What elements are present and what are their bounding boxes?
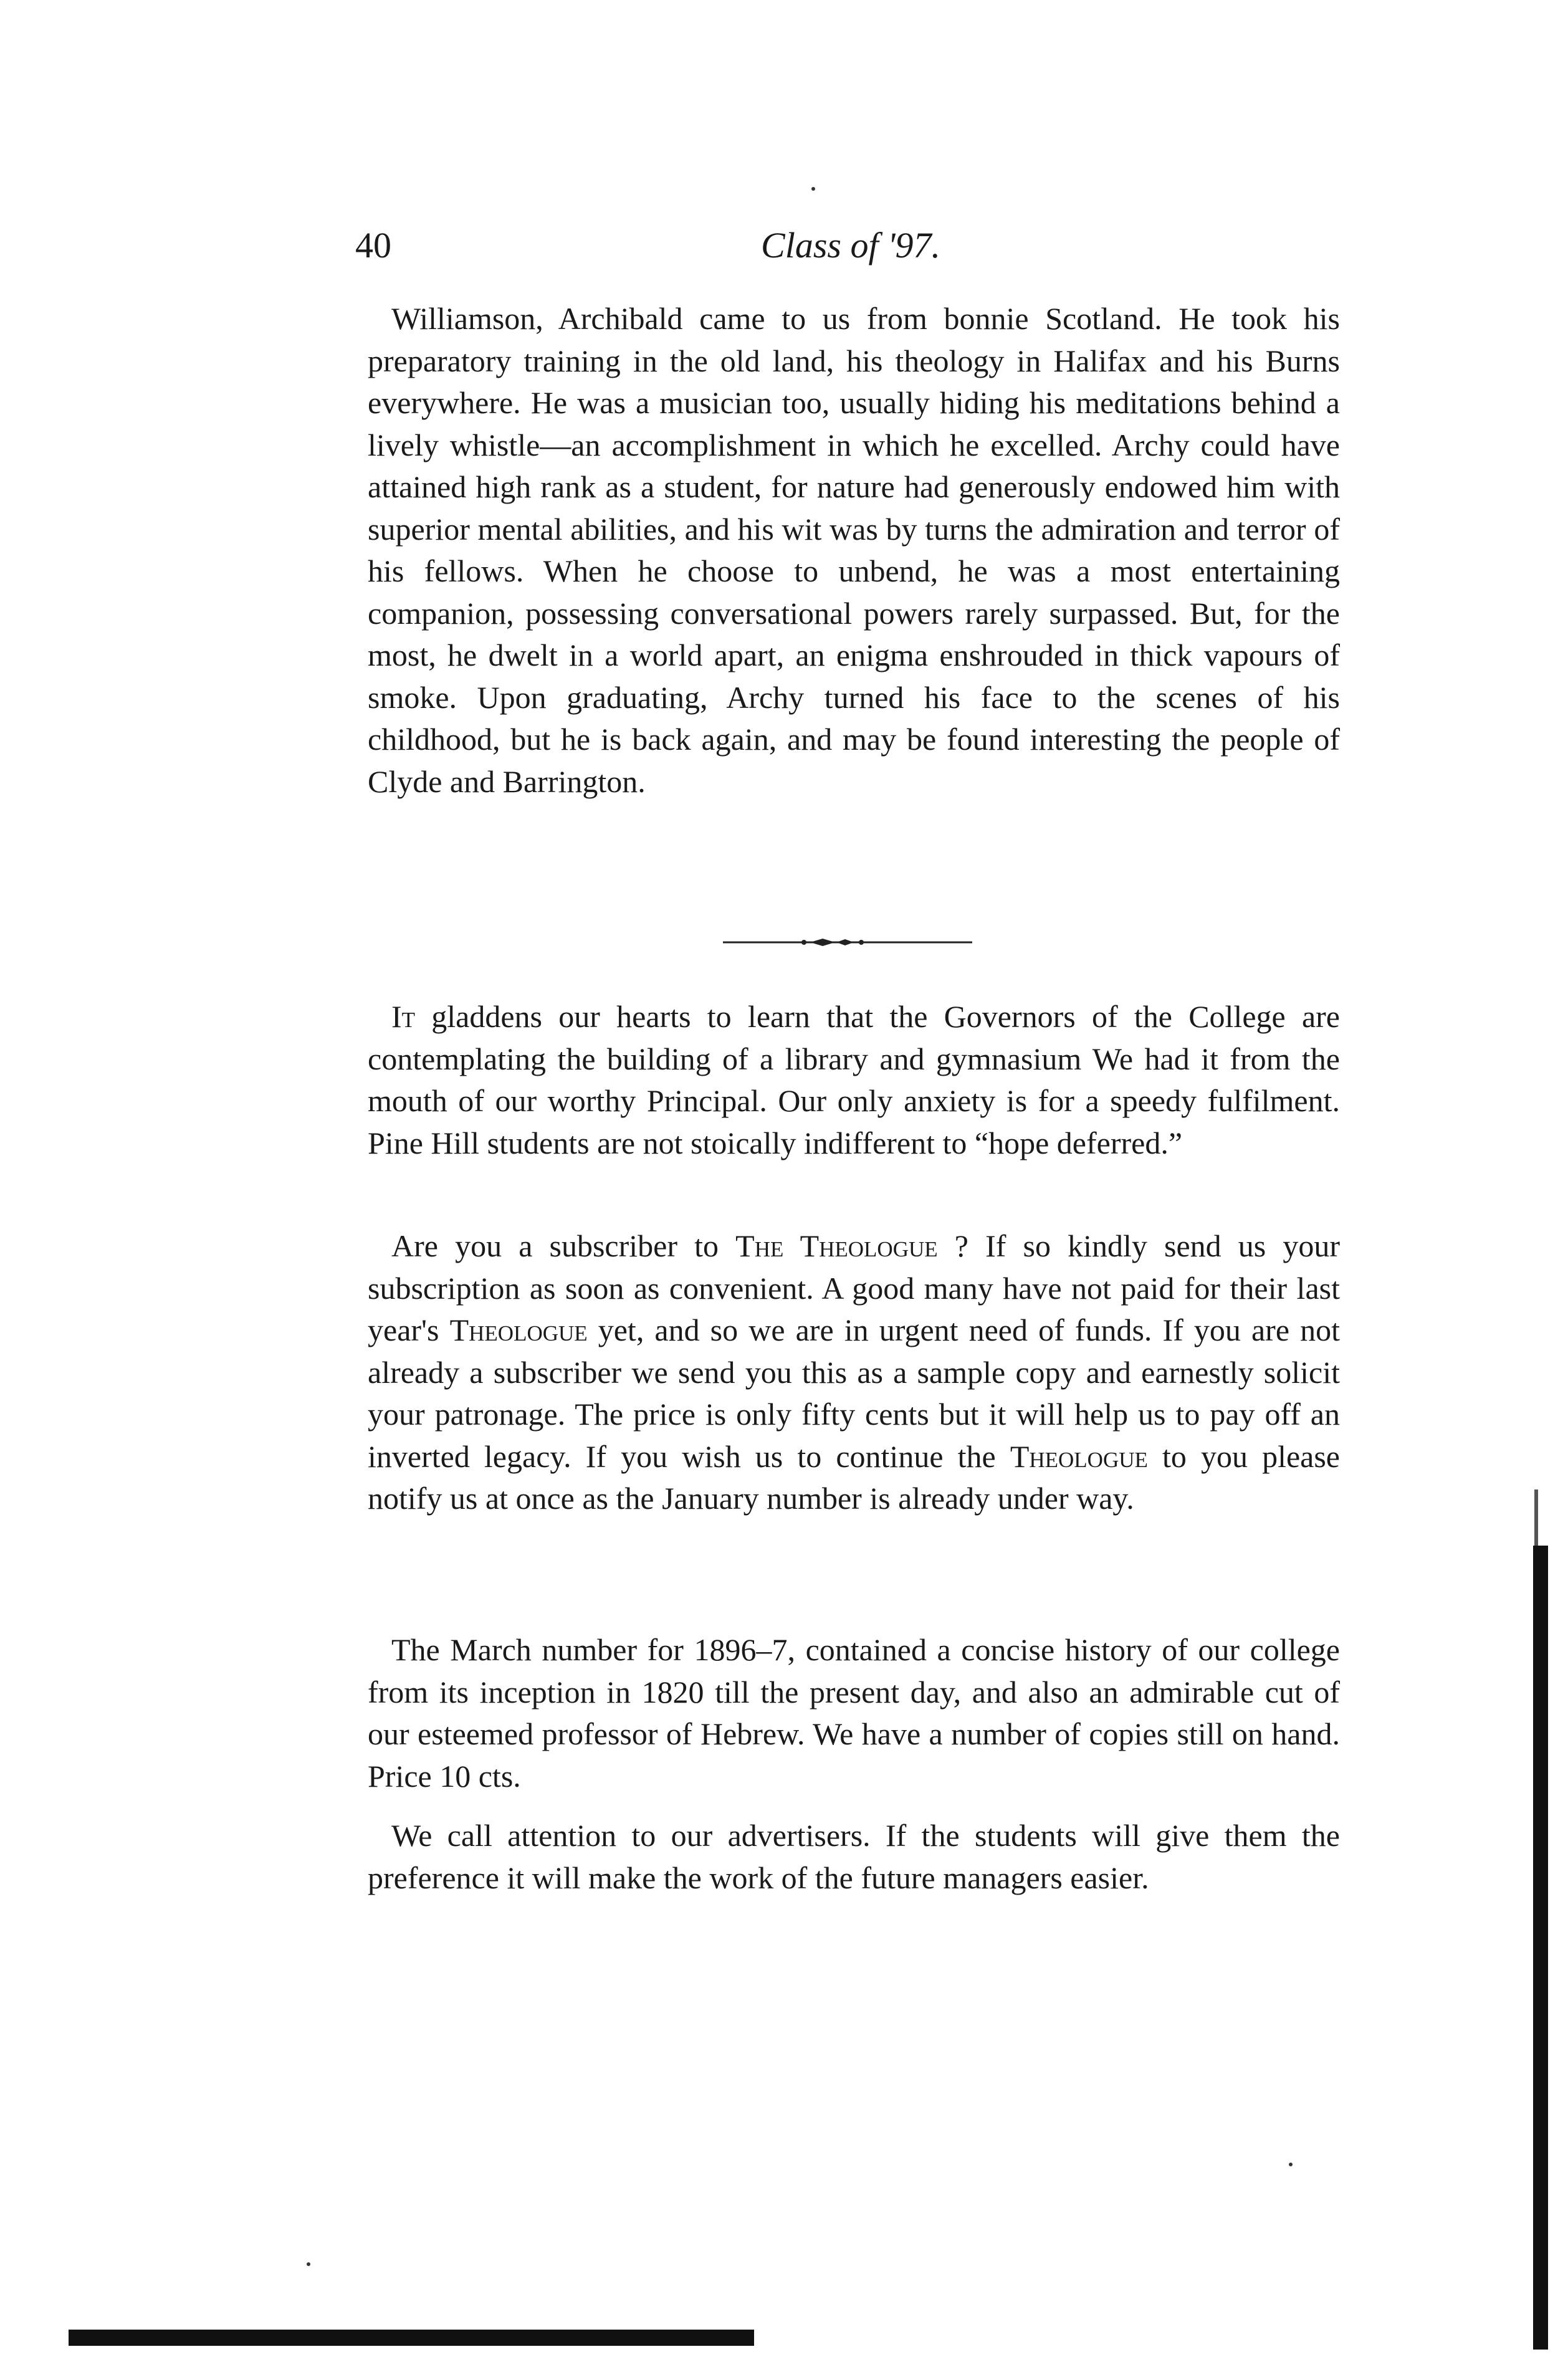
- section-divider-ornament: [723, 937, 972, 947]
- paragraph-lead-word: It: [391, 999, 416, 1034]
- scan-edge-bar-bottom: [69, 2330, 754, 2346]
- scan-speck: [1289, 2163, 1293, 2166]
- paragraph-body: gladdens our hearts to learn that the Governors of the College are contemplating the building of a library and gymnasium We had it from the mouth of our worthy Principal. Our only anxiety is for a speedy fulfilment. Pine Hill students are not stoically indifferent to “hope deferred.”: [368, 999, 1340, 1160]
- scan-edge-bar-right: [1533, 1546, 1548, 2350]
- paragraph-segment: yet, and so we are in urgent need of funds. If you are not already a subscriber we send you this as a sample copy and earnestly solicit your patronage. The price is only fifty cents but it will help us to pay off an inverted legacy. If you wish us to continue the: [368, 1313, 1340, 1474]
- paragraph-williamson: Williamson, Archibald came to us from bonnie Scotland. He took his preparatory training in the old land, his theology in Halifax and his Burns everywhere. He was a musician too, usually hiding his meditations behind a lively whistle—an accomplishment in which he excelled. Archy could have attained high rank as a student, for nature had generously endowed him with superior mental abilities, and his wit was by turns the admiration and terror of his fellows. When he choose to unbend, he was a most entertaining companion, possessing conversational powers rarely surpassed. But, for the most, he dwelt in a world apart, an enigma enshrouded in thick vapours of smoke. Upon graduating, Archy turned his face to the scenes of his childhood, but he is back again, and may be found interesting the people of Clyde and Barrington.: [368, 301, 1340, 799]
- paragraph-library-gymnasium: [368, 996, 1340, 1164]
- scan-speck: [811, 187, 815, 191]
- paragraph-segment: Are you a subscriber to: [391, 1228, 736, 1263]
- page-header: [355, 224, 1346, 274]
- paragraph-march-number: The March number for 1896–7, contained a concise history of our college from its inception in 1820 till the present day, and also an admirable cut of our esteemed professor of Hebrew. We have a number of copies still on hand. Price 10 cts.: [368, 1632, 1340, 1794]
- paragraph-subscription: [368, 1225, 1340, 1520]
- publication-name: Theologue: [449, 1313, 588, 1347]
- running-title: Class of '97.: [761, 225, 940, 265]
- scan-speck: [307, 2262, 310, 2266]
- scan-edge-mark: [1534, 1490, 1538, 1546]
- publication-name: The Theologue: [735, 1228, 938, 1263]
- paragraph-advertisers: We call attention to our advertisers. If the students will give them the preference it will make the work of the future managers easier.: [368, 1818, 1340, 1895]
- page-number: 40: [355, 225, 391, 265]
- paragraph-segment: to you please notify us at once as the January number is already under way.: [368, 1438, 1340, 1516]
- paragraph-segment: ? If so kindly send us your subscription as soon as convenient. A good many have not paid for their last year's: [368, 1228, 1341, 1347]
- publication-name: Theologue: [1010, 1438, 1148, 1474]
